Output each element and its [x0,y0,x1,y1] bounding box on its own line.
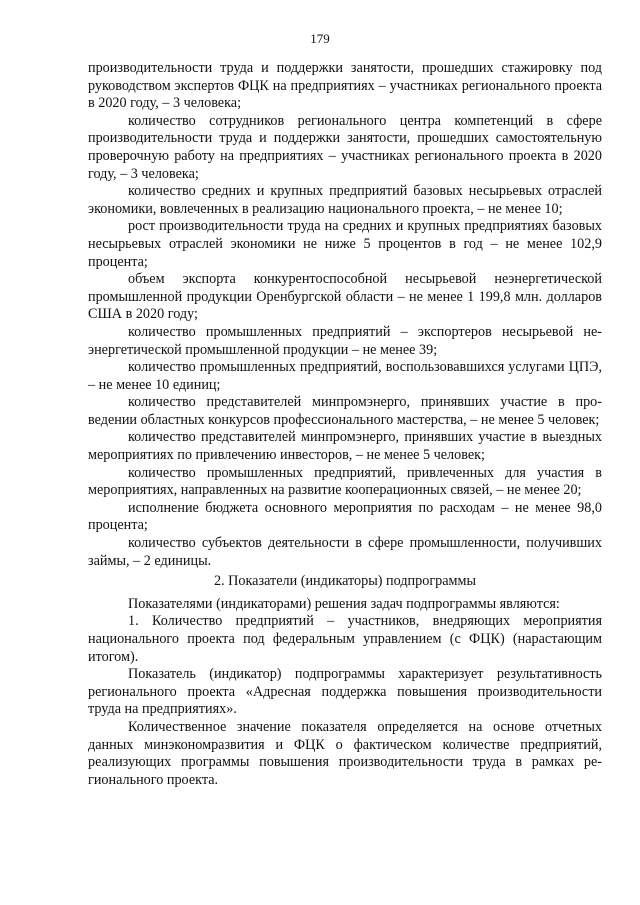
paragraph: количество представителей минпромэнерго, принявших участие в проведении областных конкурсов профессионального мастерства, – не менее 5 человек; [88,394,602,428]
paragraph: количество сотрудников регионального центра компетенций в сфере производительности труда и поддержки занятости, прошедших самостоятельную проверочную работу на предприятиях – участниках регионального проекта в 2020 году, – 3 человека; [88,112,602,182]
paragraph: Количественное значение показателя определяется на основе отчетных данных минэкономразвития и ФЦК о фактическом количестве предприятий, реализующих программы повышения производительности труда в рамках регионального проекта. [88,718,602,788]
page-number: 179 [310,31,330,46]
section-heading: 2. Показатели (индикаторы) подпрограммы [213,573,477,590]
paragraph: Показателями (индикаторами) решения задач подпрограммы являются: [128,595,560,612]
paragraph: 1. Количество предприятий – участников, внедряющих мероприятия национального проекта под федеральным управлением (с ФЦК) (нарастающим итогом). [88,613,602,665]
paragraph: количество промышленных предприятий – экспортеров несырьевой неэнергетической промышленной продукции – не менее 39; [88,323,602,358]
paragraph: количество средних и крупных предприятий базовых несырьевых отраслей экономики, вовлеченных в реализацию национального проекта, – не менее 10; [88,183,602,217]
paragraph: Показатель (индикатор) подпрограммы характеризует результативность регионального проекта «Адресная поддержка повышения производительности труда на предприятиях». [88,666,602,718]
paragraph: количество представителей минпромэнерго, принявших участие в выездных мероприятиях по привлечению инвесторов, – не менее 5 человек; [88,429,602,464]
paragraph: количество промышленных предприятий, привлеченных для участия в мероприятиях, направленных на развитие кооперационных связей, – не менее 20; [88,464,602,499]
paragraph: объем экспорта конкурентоспособной несырьевой неэнергетической промышленной продукции Оренбургской области – не менее 1 199,8 млн. долларов США в 2020 году; [88,271,602,323]
paragraph: рост производительности труда на средних и крупных предприятиях базовых несырьевых отраслей экономики не ниже 5 процентов в год – не менее 102,9 процента; [88,218,602,270]
paragraph: исполнение бюджета основного мероприятия по расходам – не менее 98,0 процента; [88,499,602,534]
document-body [88,60,602,789]
paragraph-continuation: производительности труда и поддержки занятости, прошедших стажировку под руководством экспертов ФЦК на предприятиях – участниках регионального проекта в 2020 году, – 3 человека; [88,60,602,112]
paragraph: количество субъектов деятельности в сфере промышленности, получивших займы, – 2 единицы. [88,535,602,569]
paragraph: количество промышленных предприятий, воспользовавшихся услугами ЦПЭ, – не менее 10 единиц; [88,359,602,393]
